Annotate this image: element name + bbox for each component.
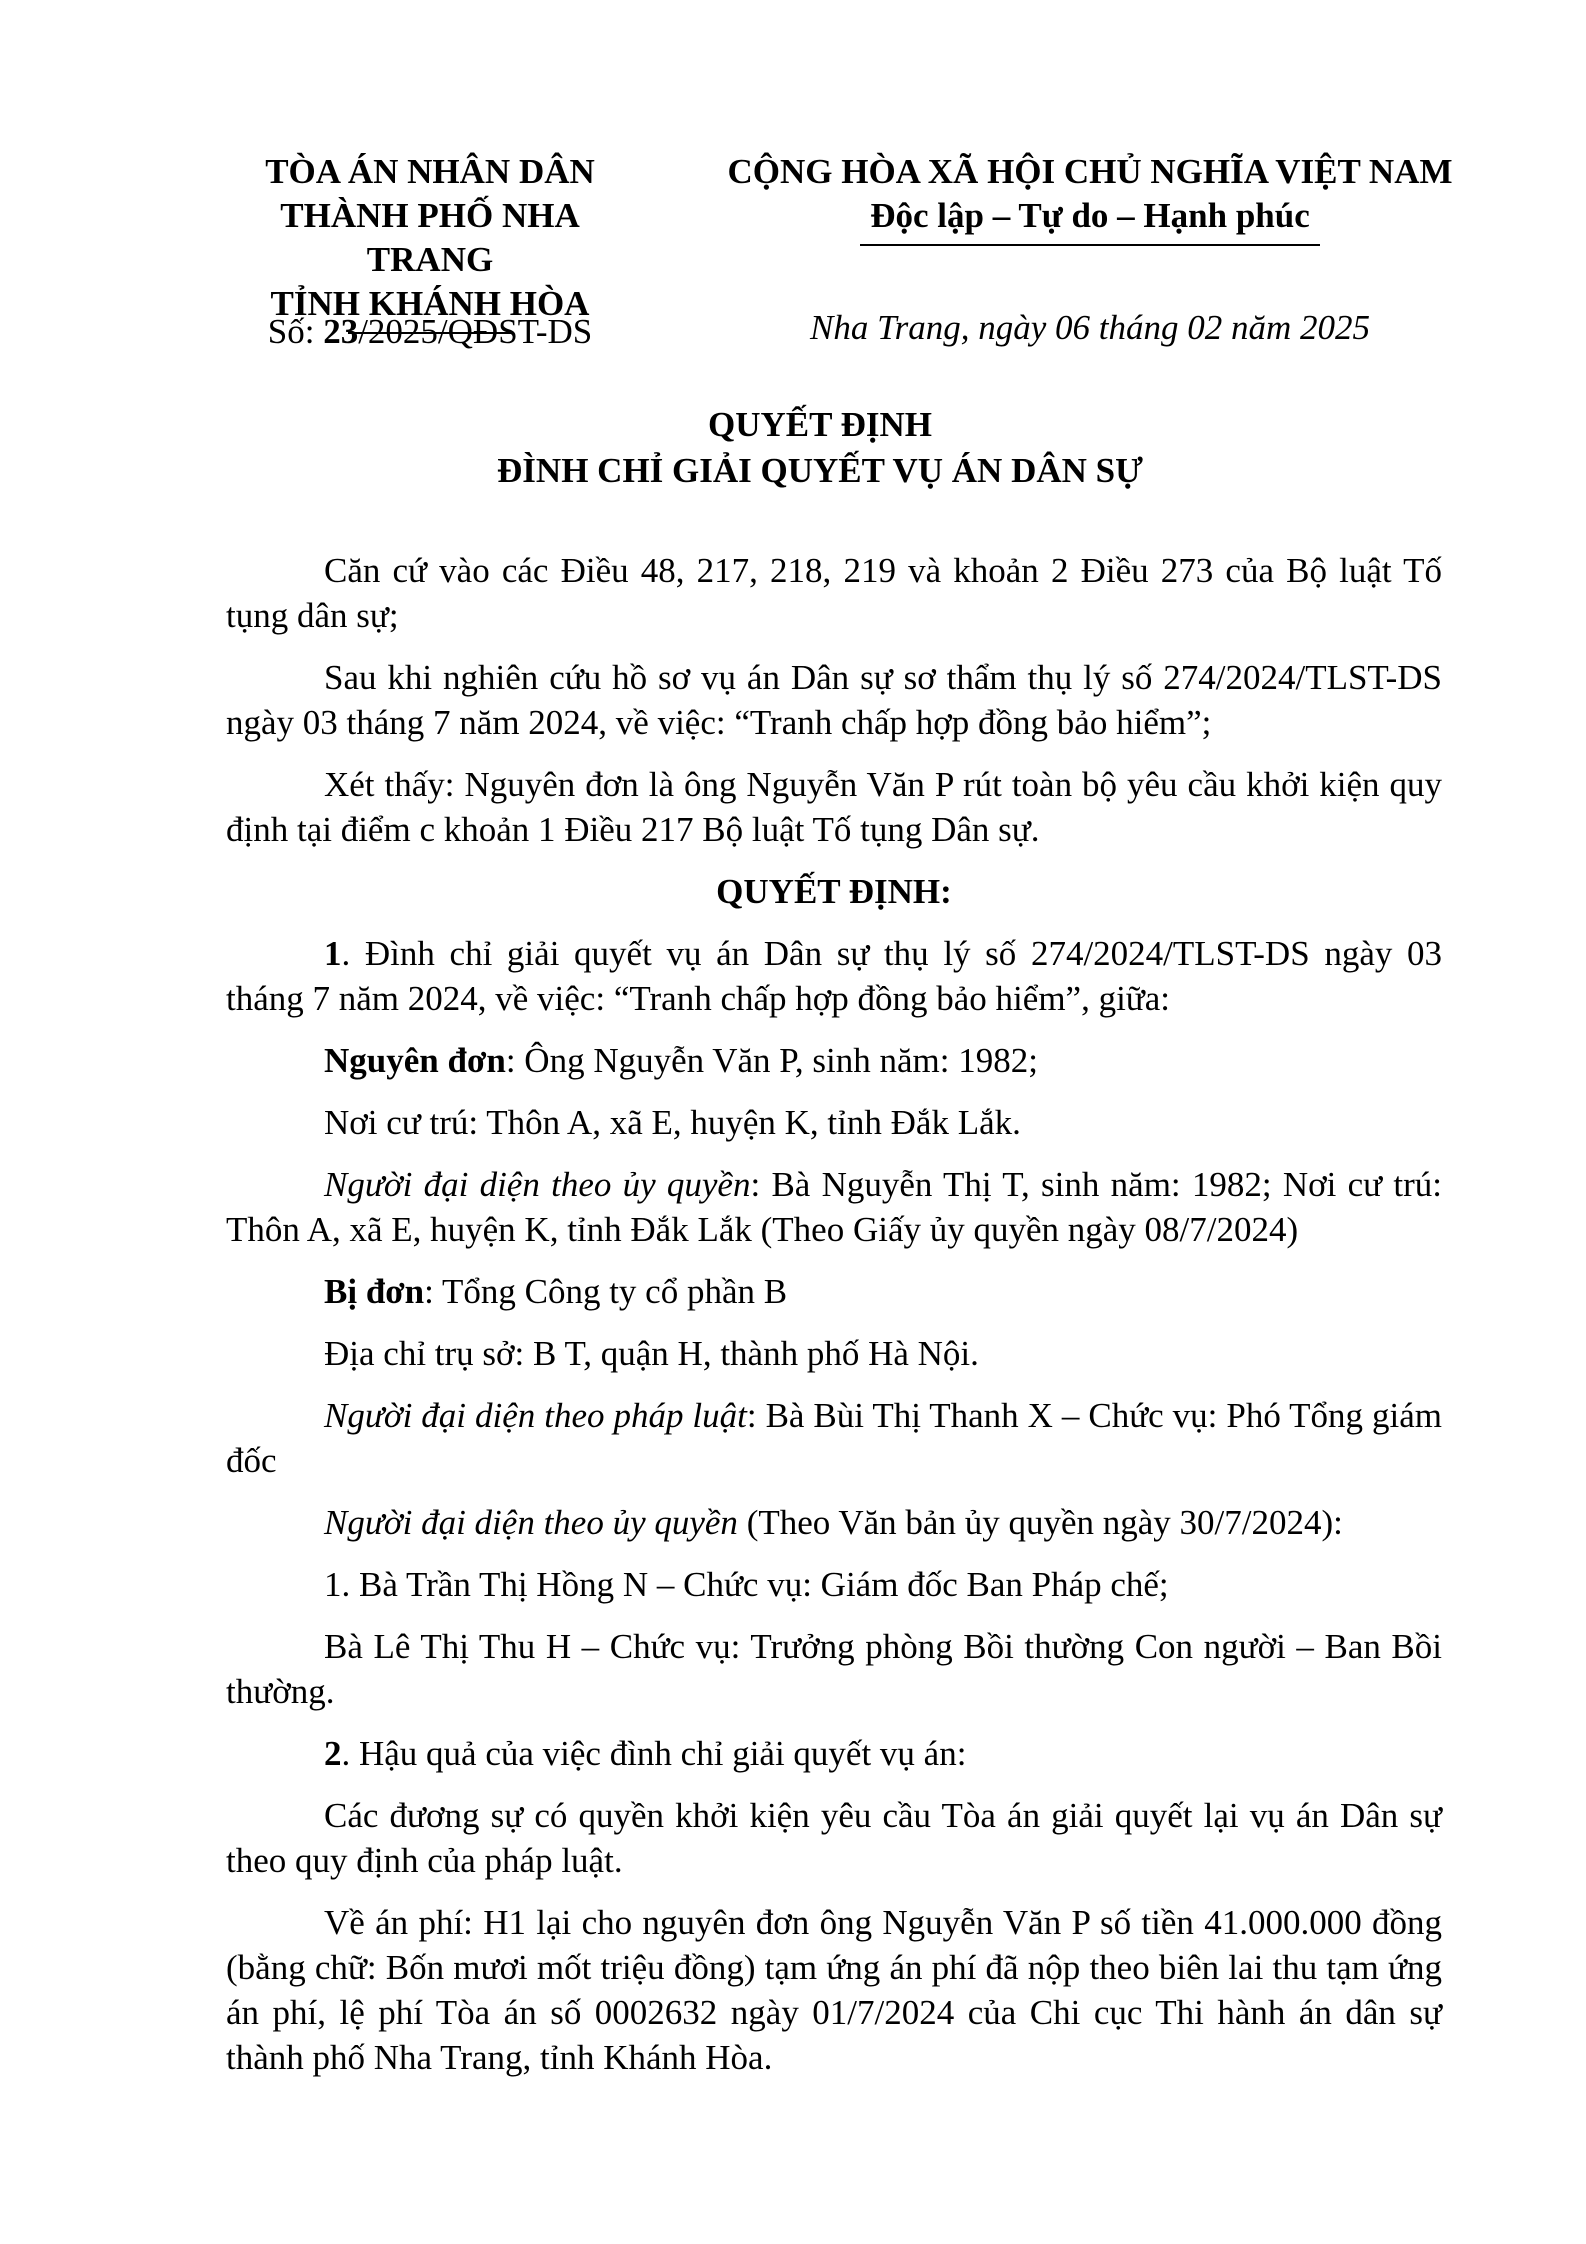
- document-number: [220, 310, 640, 354]
- plaintiff-line: [226, 1038, 1442, 1083]
- legal-rep-label: Người đại diện theo pháp luật: [324, 1396, 747, 1435]
- court-name-line1: TÒA ÁN NHÂN DÂN: [265, 152, 595, 191]
- decision-item-1: [226, 931, 1442, 1021]
- decision-item-2: [226, 1731, 1442, 1776]
- national-header-divider: [860, 244, 1320, 246]
- item-2-text: . Hậu quả của việc đình chỉ giải quyết vụ án:: [341, 1734, 967, 1773]
- court-header: [220, 150, 640, 334]
- plaintiff-rep-text: : Bà Nguyễn Thị T, sinh năm: 1982; Nơi cư trú: Thôn A, xã E, huyện K, tỉnh Đắk Lắk (Theo Giấy ủy quyền ngày 08/7/2024): [226, 1165, 1443, 1249]
- plaintiff-text: : Ông Nguyễn Văn P, sinh năm: 1982;: [505, 1041, 1038, 1080]
- defendant-address: Địa chỉ trụ sở: B T, quận H, thành phố Hà Nội.: [324, 1334, 979, 1373]
- item-1-text: . Đình chỉ giải quyết vụ án Dân sự thụ lý số 274/2024/TLST-DS ngày 03 tháng 7 năm 2024, về việc: “Tranh chấp hợp đồng bảo hiểm”, giữa:: [226, 934, 1442, 1018]
- plaintiff-representative: [226, 1162, 1442, 1252]
- item-2-number: 2: [324, 1734, 342, 1773]
- document-number-suffix: /2025/QĐST-DS: [358, 312, 593, 351]
- plaintiff-label: Nguyên đơn: [324, 1041, 506, 1080]
- document-title: [200, 402, 1440, 494]
- place-and-date: Nha Trang, ngày 06 tháng 02 năm 2025: [809, 308, 1371, 347]
- national-header: [700, 150, 1480, 246]
- document-number-value: 23: [323, 312, 359, 351]
- national-name: CỘNG HÒA XÃ HỘI CHỦ NGHĨA VIỆT NAM: [727, 152, 1453, 191]
- defendant-line: [226, 1269, 1442, 1314]
- auth-rep-label: Người đại diện theo ủy quyền: [324, 1503, 738, 1542]
- legal-rep-text: : Bà Bùi Thị Thanh X – Chức vụ: Phó Tổng giám đốc: [226, 1396, 1442, 1480]
- legal-basis-paragraph: Căn cứ vào các Điều 48, 217, 218, 219 và khoản 2 Điều 273 của Bộ luật Tố tụng dân sự;: [226, 551, 1442, 635]
- case-review-paragraph: Sau khi nghiên cứu hồ sơ vụ án Dân sự sơ thẩm thụ lý số 274/2024/TLST-DS ngày 03 tháng 7 năm 2024, về việc: “Tranh chấp hợp đồng bảo hiểm”;: [226, 658, 1442, 742]
- authorized-rep-2: Bà Lê Thị Thu H – Chức vụ: Trưởng phòng Bồi thường Con người – Ban Bồi thường.: [226, 1627, 1442, 1711]
- title-line1: QUYẾT ĐỊNH: [708, 405, 932, 444]
- court-name-line3: TỈNH KHÁNH HÒA: [270, 284, 590, 323]
- national-motto: Độc lập – Tự do – Hạnh phúc: [870, 196, 1310, 235]
- title-line2: ĐÌNH CHỈ GIẢI QUYẾT VỤ ÁN DÂN SỰ: [497, 451, 1143, 490]
- item-1-number: 1: [324, 934, 342, 973]
- auth-rep-text: (Theo Văn bản ủy quyền ngày 30/7/2024):: [737, 1503, 1343, 1542]
- authorized-rep-1: 1. Bà Trần Thị Hồng N – Chức vụ: Giám đốc Ban Pháp chế;: [324, 1565, 1169, 1604]
- legal-representative: [226, 1393, 1442, 1483]
- defendant-text: : Tổng Công ty cổ phần B: [424, 1272, 788, 1311]
- finding-paragraph: Xét thấy: Nguyên đơn là ông Nguyễn Văn P rút toàn bộ yêu cầu khởi kiện quy định tại điểm c khoản 1 Điều 217 Bộ luật Tố tụng Dân sự.: [226, 765, 1442, 849]
- plaintiff-residence: Nơi cư trú: Thôn A, xã E, huyện K, tỉnh Đắk Lắk.: [324, 1103, 1021, 1142]
- document-body: [226, 548, 1442, 2097]
- court-name-line2: THÀNH PHỐ NHA TRANG: [280, 196, 580, 279]
- authorized-representative: [226, 1500, 1442, 1545]
- court-fee-paragraph: Về án phí: H1 lại cho nguyên đơn ông Nguyễn Văn P số tiền 41.000.000 đồng (bằng chữ: Bốn mươi mốt triệu đồng) tạm ứng án phí đã nộp theo biên lai thu tạm ứng án phí, lệ phí Tòa án số 0002632 ngày 01/7/2024 của Chi cục Thi hành án dân sự thành phố Nha Trang, tỉnh Khánh Hòa.: [226, 1903, 1442, 2077]
- document-number-prefix: Số:: [267, 312, 324, 351]
- plaintiff-rep-label: Người đại diện theo ủy quyền: [324, 1165, 751, 1204]
- decision-heading: QUYẾT ĐỊNH:: [716, 872, 952, 911]
- consequence-paragraph: Các đương sự có quyền khởi kiện yêu cầu Tòa án giải quyết lại vụ án Dân sự theo quy định của pháp luật.: [226, 1796, 1442, 1880]
- defendant-label: Bị đơn: [324, 1272, 425, 1311]
